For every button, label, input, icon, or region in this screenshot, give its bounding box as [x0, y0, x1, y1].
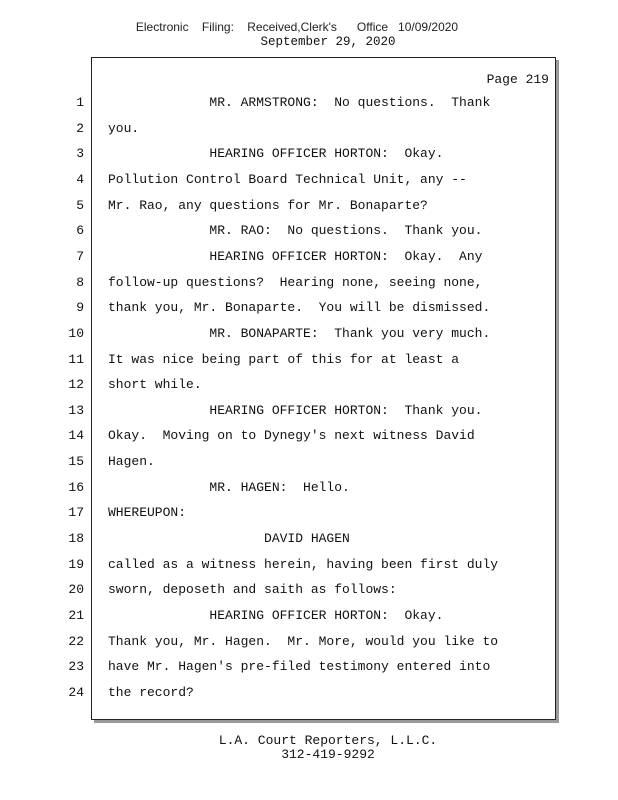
- line-number: 15: [68, 454, 84, 470]
- line-number: 6: [76, 223, 84, 239]
- line-number: 20: [68, 582, 84, 598]
- transcript-line: MR. RAO: No questions. Thank you.: [108, 223, 483, 239]
- line-number: 17: [68, 505, 84, 521]
- line-number: 16: [68, 479, 84, 495]
- transcript-line: It was nice being part of this for at least a: [108, 351, 460, 367]
- transcript-line: WHEREUPON:: [108, 505, 187, 521]
- transcript-line: HEARING OFFICER HORTON: Okay. Any: [108, 248, 483, 264]
- transcript-line: Okay. Moving on to Dynegy's next witness David: [108, 428, 475, 444]
- transcript-line: HEARING OFFICER HORTON: Thank you.: [108, 402, 483, 418]
- line-number: 4: [76, 171, 84, 187]
- hearing-date: September 29, 2020: [260, 35, 396, 49]
- line-number: 9: [76, 300, 84, 316]
- transcript-line: MR. HAGEN: Hello.: [108, 479, 350, 495]
- line-number: 10: [68, 325, 84, 341]
- line-number: 13: [68, 402, 84, 418]
- line-number: 23: [68, 659, 84, 675]
- line-number: 8: [76, 274, 84, 290]
- page-number-label: Page 219: [486, 72, 549, 87]
- line-number: 5: [76, 197, 84, 213]
- line-number: 24: [68, 684, 84, 700]
- transcript-line: Thank you, Mr. Hagen. Mr. More, would you like to: [108, 633, 499, 649]
- line-number: 7: [76, 248, 84, 264]
- transcript-line: short while.: [108, 377, 202, 393]
- transcript-line: Pollution Control Board Technical Unit, any --: [108, 171, 467, 187]
- line-number: 21: [68, 608, 84, 623]
- transcript-line: follow-up questions? Hearing none, seeing none,: [108, 274, 483, 290]
- transcript-line: Hagen.: [108, 454, 155, 470]
- transcript-line: HEARING OFFICER HORTON: Okay.: [108, 146, 444, 162]
- filing-stamp: Electronic Filing: Received,Clerk's Office 10/09/2020: [135, 20, 459, 34]
- transcript-line: you.: [108, 120, 140, 136]
- line-number: 22: [68, 633, 84, 649]
- transcript-line: thank you, Mr. Bonaparte. You will be dismissed.: [108, 300, 491, 316]
- line-number: 1: [76, 95, 84, 110]
- footer-phone: 312-419-9292: [281, 747, 375, 762]
- footer-company: L.A. Court Reporters, L.L.C.: [218, 733, 438, 748]
- transcript-line: called as a witness herein, having been first duly: [108, 556, 499, 572]
- transcript-line: MR. ARMSTRONG: No questions. Thank: [108, 95, 491, 110]
- transcript-line: Mr. Rao, any questions for Mr. Bonaparte?: [108, 197, 428, 213]
- transcript-line: HEARING OFFICER HORTON: Okay.: [108, 608, 444, 623]
- line-number: 18: [68, 531, 84, 546]
- transcript-line: have Mr. Hagen's pre-filed testimony entered into: [108, 659, 491, 675]
- line-number: 11: [68, 351, 84, 367]
- line-number: 14: [68, 428, 84, 444]
- transcript-line: sworn, deposeth and saith as follows:: [108, 582, 397, 598]
- line-number: 2: [76, 120, 84, 136]
- transcript-line: MR. BONAPARTE: Thank you very much.: [108, 325, 491, 341]
- line-number: 3: [76, 146, 84, 162]
- transcript-line: the record?: [108, 684, 194, 700]
- line-number: 12: [68, 377, 84, 393]
- line-number: 19: [68, 556, 84, 572]
- transcript-line: DAVID HAGEN: [108, 531, 350, 546]
